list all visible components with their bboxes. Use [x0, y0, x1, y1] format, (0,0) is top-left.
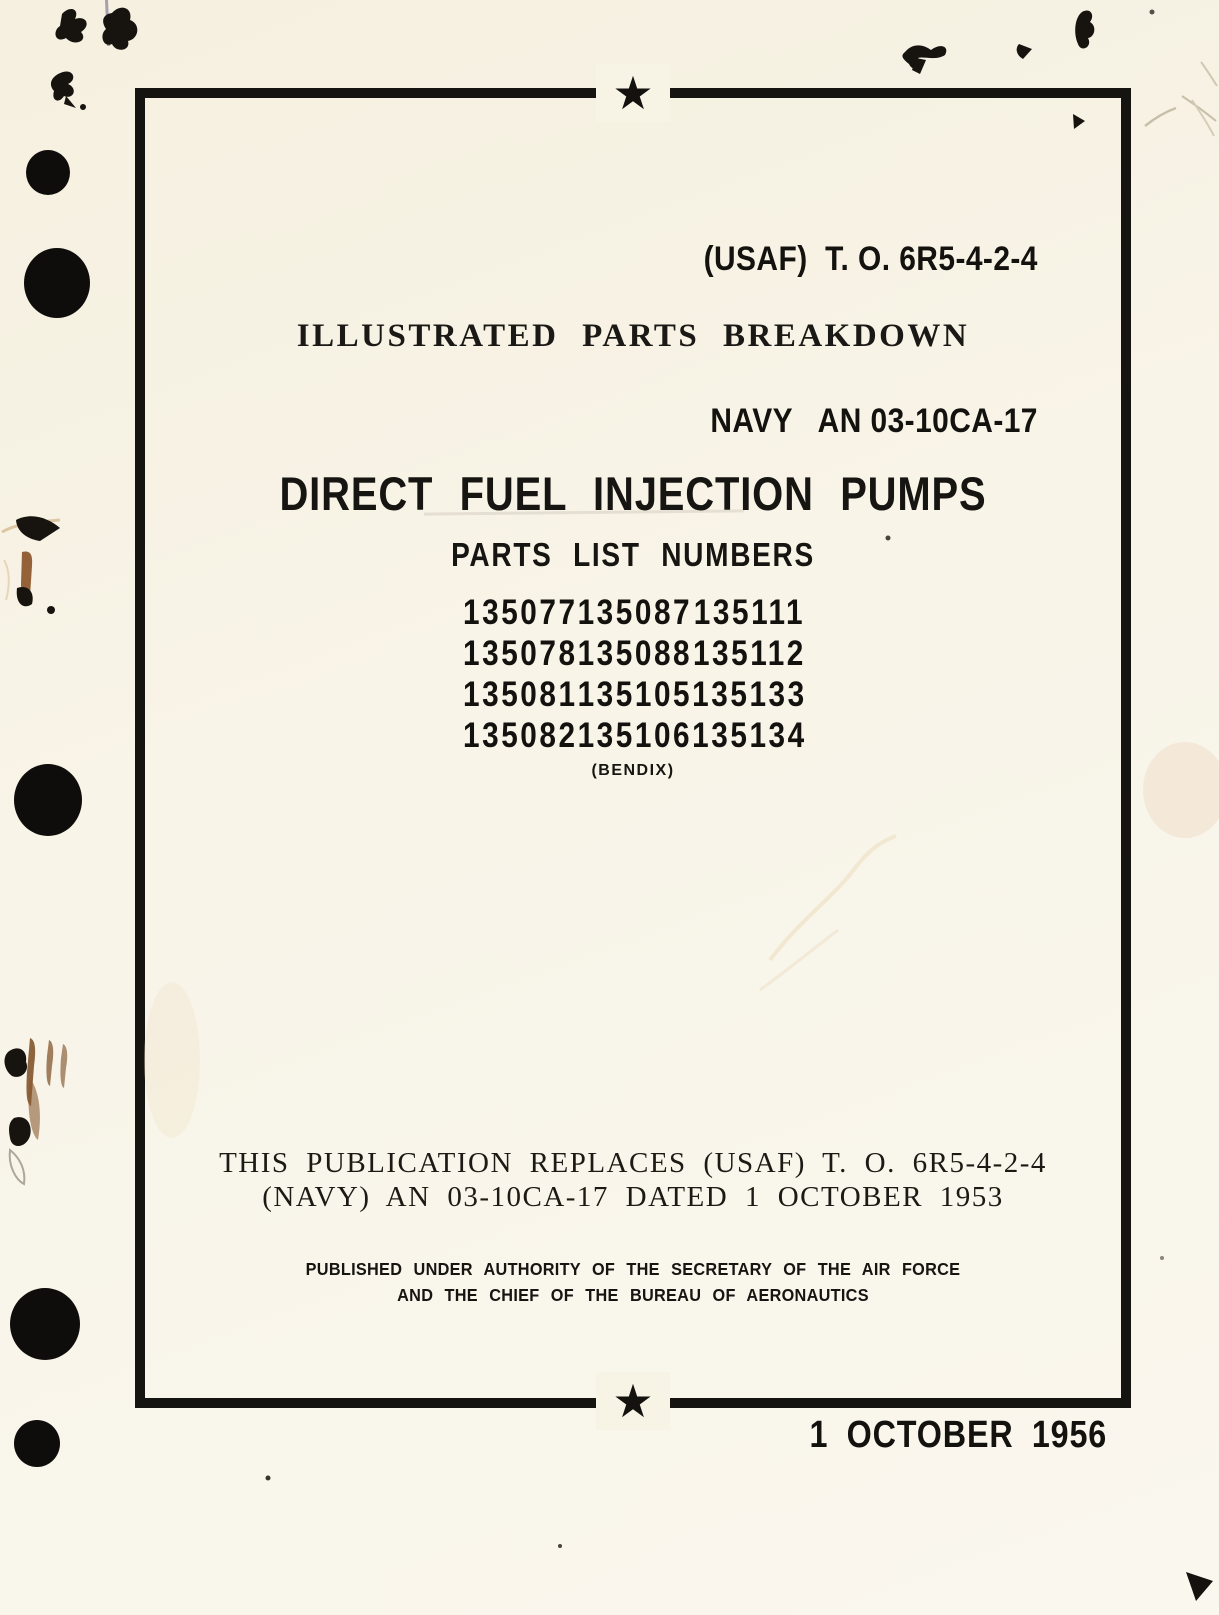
ink-speck — [80, 104, 86, 110]
part-number: 135133 — [692, 675, 807, 714]
rust-stain — [46, 1040, 53, 1086]
part-number: 135082 — [463, 716, 578, 755]
part-number: 135081 — [463, 675, 578, 714]
part-number: 135088 — [577, 634, 693, 673]
replacement-notice-line1: THIS PUBLICATION REPLACES (USAF) T. O. 6R5-4-2-4 — [219, 1147, 1047, 1179]
scratch-mark — [10, 1150, 25, 1184]
ink-speck — [1160, 1256, 1164, 1260]
document-type-title: ILLUSTRATED PARTS BREAKDOWN — [296, 318, 970, 354]
ink-smudge — [105, 0, 110, 46]
ink-smudge — [55, 9, 86, 42]
scratch-mark — [1145, 108, 1176, 126]
rust-stain — [28, 1078, 40, 1140]
ink-smudge — [1075, 11, 1094, 49]
authority-notice-line1: PUBLISHED UNDER AUTHORITY OF THE SECRETARY OF THE AIR FORCE — [305, 1259, 961, 1279]
star-icon: ★ — [612, 1375, 654, 1427]
scratch-mark — [1192, 100, 1214, 136]
ink-speck — [266, 1476, 271, 1481]
ink-smudge — [64, 96, 76, 108]
ink-smudge — [1017, 44, 1032, 59]
ink-smudge — [902, 45, 946, 68]
ink-smudge — [102, 8, 137, 50]
parts-list-numbers-grid — [463, 592, 807, 756]
binder-hole-dot — [14, 764, 82, 836]
stain-streak — [4, 560, 9, 600]
ink-smudge — [51, 71, 74, 100]
paper-stain — [1143, 742, 1219, 838]
part-number: 135112 — [692, 634, 806, 673]
publication-date: 1 OCTOBER 1956 — [809, 1414, 1107, 1456]
ink-speck — [558, 1544, 562, 1548]
ink-smudge — [17, 587, 33, 606]
star-icon: ★ — [612, 67, 654, 119]
bottom-border-star-icon — [596, 1372, 670, 1430]
scratch-mark — [1201, 62, 1217, 86]
binder-hole-dot — [10, 1288, 80, 1360]
part-number: 135105 — [577, 675, 693, 714]
usaf-to-number: (USAF) T. O. 6R5-4-2-4 — [703, 240, 1038, 278]
binder-hole-dot — [14, 1420, 60, 1467]
manufacturer-name: (BENDIX) — [591, 762, 675, 779]
scratch-mark — [1182, 96, 1216, 121]
authority-notice-line2: AND THE CHIEF OF THE BUREAU OF AERONAUTICS — [397, 1285, 869, 1305]
replacement-notice-line2: (NAVY) AN 03-10CA-17 DATED 1 OCTOBER 1953 — [262, 1181, 1004, 1213]
part-number: 135134 — [692, 716, 807, 755]
ink-smudge — [9, 1117, 31, 1146]
part-number: 135078 — [463, 634, 578, 673]
authority-notice — [170, 1256, 1096, 1308]
header-publication-numbers — [704, 124, 1038, 502]
binder-hole-dot — [24, 248, 90, 318]
ink-smudge — [1186, 1572, 1213, 1601]
main-title: DIRECT FUEL INJECTION PUMPS — [279, 467, 987, 520]
ink-smudge — [16, 516, 60, 541]
rust-stain — [26, 1038, 35, 1106]
rust-stain — [21, 552, 32, 597]
navy-an-number: NAVY AN 03-10CA-17 — [710, 402, 1038, 440]
replacement-notice — [135, 1146, 1131, 1214]
binder-hole-dot — [26, 150, 70, 195]
parts-list-heading: PARTS LIST NUMBERS — [451, 536, 815, 573]
stain-streak — [2, 520, 60, 532]
ink-smudge — [5, 1048, 28, 1077]
part-number: 135111 — [693, 593, 806, 632]
rust-stain — [60, 1044, 67, 1088]
ink-smudge — [912, 58, 926, 74]
top-border-star-icon — [596, 64, 670, 122]
part-number: 135087 — [577, 593, 693, 632]
ink-speck — [47, 606, 55, 614]
ink-speck — [1150, 10, 1155, 15]
part-number: 135077 — [463, 593, 578, 632]
part-number: 135106 — [577, 716, 693, 755]
